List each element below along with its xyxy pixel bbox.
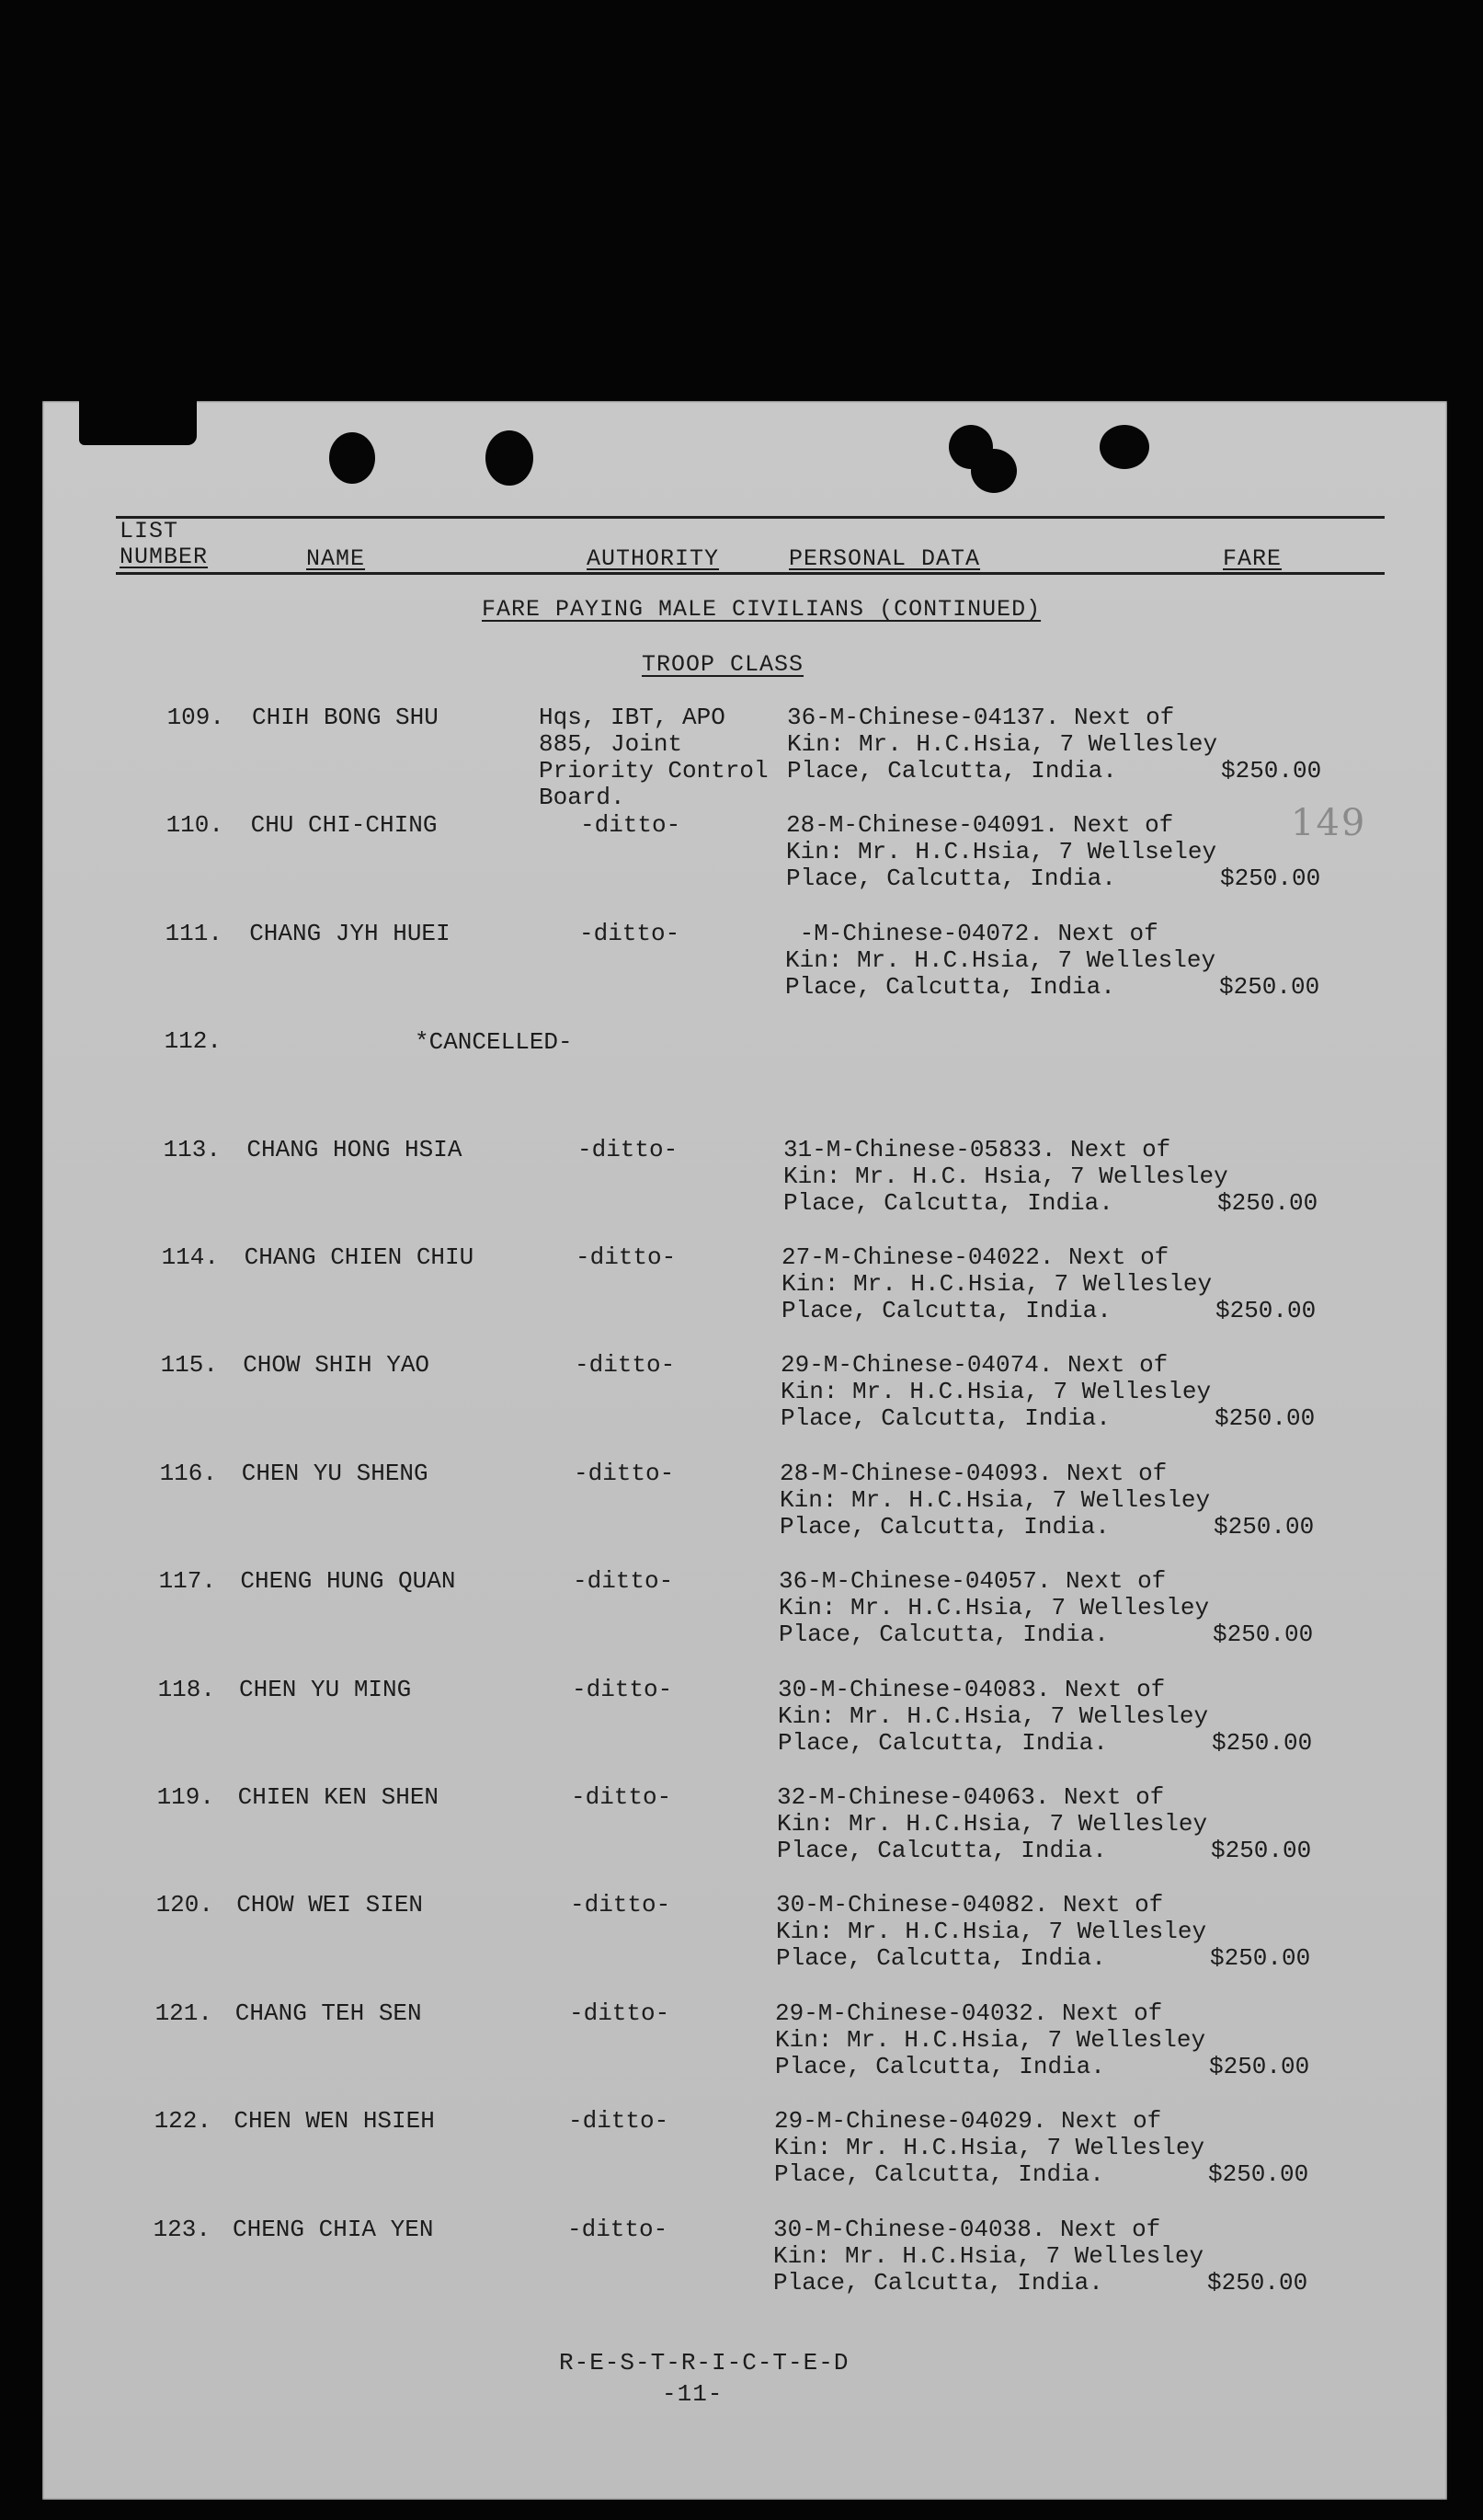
personal-data-line: Place, Calcutta, India. <box>781 1297 1112 1324</box>
personal-data-line: Kin: Mr. H.C.Hsia, 7 Wellesley <box>779 1594 1210 1621</box>
section-title: FARE PAYING MALE CIVILIANS (CONTINUED) <box>482 596 1042 623</box>
list-entry <box>42 1784 1447 1885</box>
personal-data-line: 27-M-Chinese-04022. Next of <box>781 1243 1169 1271</box>
passenger-name: CHANG JYH HUEI <box>249 920 451 947</box>
fare-amount: $250.00 <box>1217 1189 1318 1217</box>
personal-data-line: Place, Calcutta, India. <box>776 1944 1106 1972</box>
list-number: 119. <box>156 1783 214 1811</box>
list-entry <box>42 1028 1447 1129</box>
personal-data-line: Place, Calcutta, India. <box>778 1729 1108 1757</box>
passenger-name: CHU CHI-CHING <box>250 811 438 839</box>
authority <box>579 921 679 947</box>
passenger-name: CHENG CHIA YEN <box>233 2216 434 2243</box>
authority <box>576 1244 676 1271</box>
personal-data-line: 30-M-Chinese-04082. Next of <box>776 1891 1164 1919</box>
list-number: 114. <box>161 1243 219 1271</box>
list-entry <box>42 704 1447 811</box>
authority <box>577 1137 678 1163</box>
header-list-line1: LIST <box>120 518 179 544</box>
personal-data-line: Place, Calcutta, India. <box>780 1513 1110 1541</box>
list-number: 118. <box>157 1676 215 1703</box>
personal-data-line: Kin: Mr. H.C.Hsia, 7 Wellesley <box>781 1270 1213 1298</box>
personal-data-line: Kin: Mr. H.C.Hsia, 7 Wellseley <box>786 838 1217 865</box>
personal-data-line: 28-M-Chinese-04093. Next of <box>780 1460 1168 1487</box>
header-list-label <box>120 519 208 570</box>
personal-data <box>774 2108 1204 2188</box>
classification-marking: R-E-S-T-R-I-C-T-E-D <box>559 2349 850 2377</box>
passenger-name: CHIEN KEN SHEN <box>237 1783 439 1811</box>
fare-amount: $250.00 <box>1208 2160 1309 2188</box>
authority-line: -ditto- <box>577 1136 679 1163</box>
personal-data-line: Place, Calcutta, India. <box>779 1621 1109 1648</box>
personal-data-line: 31-M-Chinese-05833. Next of <box>783 1136 1171 1163</box>
authority <box>574 1460 674 1487</box>
fare-amount: $250.00 <box>1211 1837 1312 1864</box>
personal-data <box>783 1137 1228 1217</box>
cancelled-note: *CANCELLED- <box>415 1028 573 1056</box>
personal-data-line: -M-Chinese-04072. Next of <box>785 920 1158 947</box>
list-number: 112. <box>164 1027 222 1055</box>
authority-line: -ditto- <box>575 1351 676 1379</box>
personal-data-line: Place, Calcutta, India. <box>775 2053 1105 2080</box>
authority-line: -ditto- <box>569 1999 670 2027</box>
fare-amount: $250.00 <box>1220 865 1321 892</box>
passenger-name: CHOW WEI SIEN <box>236 1891 424 1919</box>
personal-data-line: 29-M-Chinese-04074. Next of <box>781 1351 1169 1379</box>
personal-data-line: 29-M-Chinese-04029. Next of <box>774 2107 1162 2135</box>
header-top-rule <box>116 516 1385 519</box>
list-number: 121. <box>154 1999 212 2027</box>
passenger-name: CHANG CHIEN CHIU <box>244 1243 474 1271</box>
list-number: 110. <box>165 811 223 839</box>
list-number: 120. <box>155 1891 213 1919</box>
list-number: 117. <box>158 1567 216 1595</box>
list-entry <box>42 1677 1447 1778</box>
authority <box>575 1352 675 1379</box>
personal-data-line: Place, Calcutta, India. <box>785 973 1115 1001</box>
personal-data <box>776 1892 1206 1972</box>
authority-line: -ditto- <box>571 1783 672 1811</box>
personal-data-line: Kin: Mr. H.C.Hsia, 7 Wellesley <box>778 1702 1209 1730</box>
authority <box>570 1892 670 1919</box>
personal-data-line: Kin: Mr. H.C.Hsia, 7 Wellesley <box>775 2026 1206 2054</box>
header-list-line2: NUMBER <box>120 544 209 570</box>
authority-line: -ditto- <box>576 1243 677 1271</box>
page-number: -11- <box>662 2380 724 2408</box>
fare-amount: $250.00 <box>1212 1729 1313 1757</box>
authority <box>569 2000 669 2027</box>
authority-line: 885, Joint <box>539 730 683 758</box>
personal-data-line: Kin: Mr. H.C.Hsia, 7 Wellesley <box>777 1810 1208 1838</box>
fare-amount: $250.00 <box>1215 1297 1317 1324</box>
authority <box>580 812 680 839</box>
personal-data-line: Kin: Mr. H.C.Hsia, 7 Wellesley <box>774 2134 1205 2161</box>
passenger-name: CHOW SHIH YAO <box>243 1351 430 1379</box>
personal-data-line: Kin: Mr. H.C.Hsia, 7 Wellesley <box>780 1486 1211 1514</box>
authority <box>539 704 769 811</box>
list-number: 116. <box>159 1460 217 1487</box>
list-entry <box>42 921 1447 1022</box>
list-number: 122. <box>154 2107 211 2135</box>
list-entry <box>42 2108 1447 2209</box>
page-tab-mark <box>79 401 197 445</box>
personal-data <box>777 1784 1207 1864</box>
personal-data-line: Place, Calcutta, India. <box>787 757 1117 785</box>
list-entry <box>42 1352 1447 1453</box>
authority <box>573 1568 673 1595</box>
fare-amount: $250.00 <box>1221 757 1322 785</box>
handwritten-page-number: 149 <box>1291 802 1367 844</box>
list-entry <box>42 2000 1447 2102</box>
list-entry <box>42 2216 1447 2318</box>
authority-line: Hqs, IBT, APO <box>539 704 725 731</box>
fare-amount: $250.00 <box>1209 2053 1310 2080</box>
authority-line: -ditto- <box>579 920 680 947</box>
personal-data <box>779 1568 1209 1648</box>
personal-data <box>787 704 1217 785</box>
personal-data-line: 30-M-Chinese-04083. Next of <box>778 1676 1166 1703</box>
punch-hole <box>971 449 1017 493</box>
personal-data <box>781 1244 1212 1324</box>
header-personal-data-label: PERSONAL DATA <box>789 545 981 572</box>
personal-data-line: Kin: Mr. H.C.Hsia, 7 Wellesley <box>776 1918 1207 1945</box>
header-fare-label: FARE <box>1223 545 1283 572</box>
list-entry <box>42 1460 1447 1562</box>
authority-line: -ditto- <box>568 2107 669 2135</box>
list-entry <box>42 1137 1447 1238</box>
personal-data-line: 28-M-Chinese-04091. Next of <box>786 811 1174 839</box>
passenger-name: CHEN YU MING <box>239 1676 412 1703</box>
personal-data <box>785 921 1215 1001</box>
list-entry <box>42 1568 1447 1669</box>
list-number: 111. <box>165 920 222 947</box>
authority <box>568 2108 668 2135</box>
punch-hole <box>1100 425 1149 469</box>
personal-data-line: Place, Calcutta, India. <box>781 1404 1111 1432</box>
authority-line: -ditto- <box>580 811 681 839</box>
authority-line: -ditto- <box>567 2216 668 2243</box>
personal-data-line: 29-M-Chinese-04032. Next of <box>775 1999 1163 2027</box>
personal-data <box>780 1460 1210 1541</box>
personal-data-line: 36-M-Chinese-04137. Next of <box>787 704 1175 731</box>
passenger-name: CHANG TEH SEN <box>234 1999 422 2027</box>
personal-data <box>778 1677 1208 1757</box>
passenger-name: CHENG HUNG QUAN <box>240 1567 456 1595</box>
list-entry <box>42 812 1447 913</box>
list-number: 115. <box>160 1351 218 1379</box>
personal-data-line: 36-M-Chinese-04057. Next of <box>779 1567 1167 1595</box>
document-page <box>42 401 1447 2500</box>
authority <box>571 1784 671 1811</box>
fare-amount: $250.00 <box>1214 1513 1315 1541</box>
personal-data-line: 30-M-Chinese-04038. Next of <box>773 2216 1161 2243</box>
passenger-name: CHEN YU SHENG <box>241 1460 428 1487</box>
personal-data-line: Place, Calcutta, India. <box>777 1837 1107 1864</box>
personal-data <box>786 812 1216 892</box>
personal-data <box>775 2000 1205 2080</box>
fare-amount: $250.00 <box>1213 1621 1314 1648</box>
fare-amount: $250.00 <box>1219 973 1320 1001</box>
subsection-title: TROOP CLASS <box>642 651 804 678</box>
personal-data-line: Kin: Mr. H.C.Hsia, 7 Wellesley <box>787 730 1218 758</box>
authority-line: Board. <box>539 784 625 811</box>
authority-line: -ditto- <box>573 1567 674 1595</box>
personal-data-line: Place, Calcutta, India. <box>783 1189 1113 1217</box>
header-name-label: NAME <box>306 545 366 572</box>
header-bottom-rule <box>116 572 1385 575</box>
passenger-name: CHEN WEN HSIEH <box>234 2107 435 2135</box>
passenger-name: CHANG HONG HSIA <box>246 1136 462 1163</box>
passenger-name: CHIH BONG SHU <box>252 704 439 731</box>
personal-data <box>773 2216 1204 2297</box>
personal-data-line: Kin: Mr. H.C.Hsia, 7 Wellesley <box>781 1378 1212 1405</box>
list-number: 123. <box>153 2216 211 2243</box>
authority <box>572 1677 672 1703</box>
personal-data-line: 32-M-Chinese-04063. Next of <box>777 1783 1165 1811</box>
fare-amount: $250.00 <box>1210 1944 1311 1972</box>
authority <box>567 2216 667 2243</box>
list-number: 109. <box>166 704 224 731</box>
personal-data-line: Kin: Mr. H.C.Hsia, 7 Wellesley <box>785 946 1216 974</box>
list-number: 113. <box>163 1136 221 1163</box>
punch-hole <box>485 430 533 486</box>
authority-line: -ditto- <box>572 1676 673 1703</box>
fare-amount: $250.00 <box>1215 1404 1316 1432</box>
punch-hole <box>329 432 375 484</box>
header-authority-label: AUTHORITY <box>587 545 720 572</box>
list-entry <box>42 1244 1447 1346</box>
personal-data-line: Place, Calcutta, India. <box>774 2160 1104 2188</box>
authority-line: -ditto- <box>574 1460 675 1487</box>
personal-data-line: Place, Calcutta, India. <box>786 865 1116 892</box>
personal-data-line: Place, Calcutta, India. <box>773 2269 1103 2297</box>
authority-line: -ditto- <box>570 1891 671 1919</box>
personal-data <box>781 1352 1211 1432</box>
authority-line: Priority Control <box>539 757 769 785</box>
fare-amount: $250.00 <box>1207 2269 1308 2297</box>
list-entry <box>42 1892 1447 1993</box>
personal-data-line: Kin: Mr. H.C. Hsia, 7 Wellesley <box>783 1163 1228 1190</box>
personal-data-line: Kin: Mr. H.C.Hsia, 7 Wellesley <box>773 2242 1204 2270</box>
